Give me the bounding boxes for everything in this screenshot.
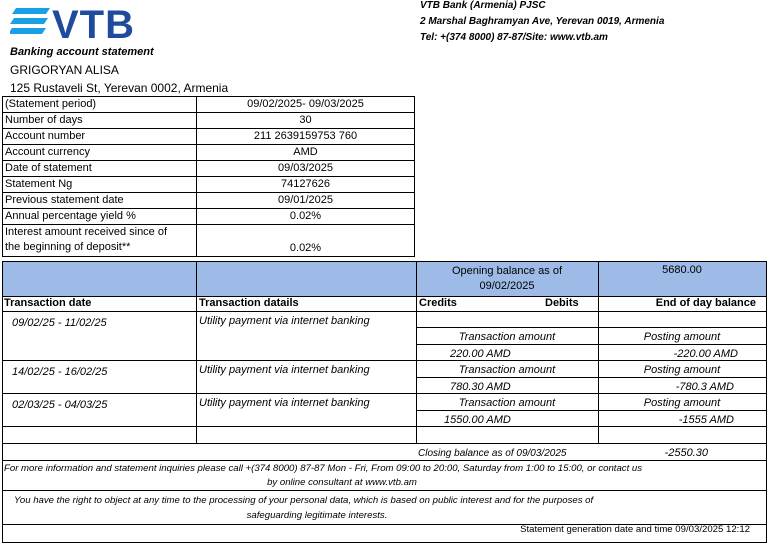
col-header-details: Transaction datails <box>199 297 299 309</box>
txn-amount-label: Transaction amount <box>458 331 556 343</box>
info-label: Account currency <box>3 145 197 161</box>
txn-date: 09/02/25 - 11/02/25 <box>12 317 107 329</box>
col-header-credits: Credits <box>419 297 457 309</box>
txn-posting: -1555 AMD <box>678 414 734 426</box>
info-row <box>3 193 415 209</box>
info-value: 09/03/2025 <box>197 161 415 177</box>
info-row <box>3 113 415 129</box>
txn-posting: -220.00 AMD <box>673 348 738 360</box>
grid-line <box>766 261 767 543</box>
info-label: Date of statement <box>3 161 197 177</box>
txn-details: Utility payment via internet banking <box>199 397 370 409</box>
info-value: AMD <box>197 145 415 161</box>
info-row <box>3 209 415 225</box>
info-label: Account number <box>3 129 197 145</box>
customer-name: GRIGORYAN ALISA <box>10 63 119 77</box>
grid-line <box>196 261 197 444</box>
privacy-notice-line: safeguarding legitimate interests. <box>246 510 388 521</box>
col-header-debits: Debits <box>545 297 579 309</box>
statement-info-table <box>2 96 415 257</box>
txn-posting-label: Posting amount <box>643 331 721 343</box>
opening-balance-label: Opening balance as of <box>451 265 563 277</box>
statement-title: Banking account statement <box>10 46 154 58</box>
info-row <box>3 161 415 177</box>
info-row <box>3 177 415 193</box>
txn-posting-label: Posting amount <box>643 364 721 376</box>
txn-posting: -780.3 AMD <box>675 381 734 393</box>
txn-date: 02/03/25 - 04/03/25 <box>12 399 108 411</box>
info-value: 211 2639159753 760 <box>197 129 415 145</box>
logo-stripes-icon <box>10 8 50 36</box>
customer-address: 125 Rustaveli St, Yerevan 0002, Armenia <box>10 81 229 95</box>
opening-balance-date: 09/02/2025 <box>479 280 535 292</box>
grid-line <box>416 377 766 378</box>
info-label-line: Interest amount received since of <box>5 226 168 238</box>
info-row <box>3 129 415 145</box>
grid-line <box>2 460 766 461</box>
info-label: Annual percentage yield % <box>3 209 197 225</box>
grid-line <box>2 490 766 491</box>
info-value: 09/01/2025 <box>197 193 415 209</box>
txn-posting-label: Posting amount <box>643 397 721 409</box>
bank-name: VTB Bank (Armenia) PJSC <box>420 0 546 11</box>
grid-line <box>2 261 3 543</box>
opening-balance-amount: 5680.00 <box>662 264 702 276</box>
generation-timestamp: Statement generation date and time 09/03/2025 12:12 <box>520 524 750 535</box>
info-value: 09/02/2025- 09/03/2025 <box>197 97 415 113</box>
grid-line <box>416 327 766 328</box>
vtb-logo <box>10 3 140 47</box>
txn-amount: 1550.00 AMD <box>444 414 511 426</box>
grid-line <box>416 344 766 345</box>
info-row <box>3 97 415 113</box>
grid-line <box>2 443 766 444</box>
info-value: 0.02% <box>197 209 415 225</box>
info-value: 74127626 <box>197 177 415 193</box>
col-header-balance: End of day balance <box>655 297 756 309</box>
logo-text: VTB <box>52 3 135 47</box>
info-value: 30 <box>197 113 415 129</box>
txn-amount-label: Transaction amount <box>458 364 556 376</box>
info-label-line: the beginning of deposit** <box>5 241 131 253</box>
info-value: 0.02% <box>197 225 415 257</box>
grid-line <box>2 311 766 312</box>
info-label: (Statement period) <box>3 97 197 113</box>
bank-address: 2 Marshal Baghramyan Ave, Yerevan 0019, Armenia <box>420 16 665 27</box>
info-label: Number of days <box>3 113 197 129</box>
txn-date: 14/02/25 - 16/02/25 <box>12 366 108 378</box>
info-row <box>3 145 415 161</box>
closing-balance-amount: -2550.30 <box>664 447 708 459</box>
bank-contact: Tel: +(374 8000) 87-87/Site: www.vtb.am <box>420 32 608 43</box>
info-label: Previous statement date <box>3 193 197 209</box>
txn-details: Utility payment via internet banking <box>199 364 370 376</box>
info-label <box>3 225 197 257</box>
txn-details: Utility payment via internet banking <box>199 315 370 327</box>
txn-amount: 220.00 AMD <box>450 348 511 360</box>
info-row <box>3 225 415 257</box>
grid-line <box>416 410 766 411</box>
txn-amount: 780.30 AMD <box>450 381 511 393</box>
privacy-notice-line: You have the right to object at any time to the processing of your personal data, which is based on public interest and for the purposes of <box>14 495 594 506</box>
info-label: Statement Ng <box>3 177 197 193</box>
col-header-date: Transaction date <box>4 297 92 309</box>
txn-amount-label: Transaction amount <box>458 397 556 409</box>
closing-balance-label: Closing balance as of 09/03/2025 <box>418 448 567 459</box>
info-footer-line: by online consultant at www.vtb.am <box>267 477 417 488</box>
info-footer-line: For more information and statement inquiries please call +(374 8000) 87-87 Mon - Fri, From 09:00 to 20:00, Saturday from 1:00 to 15:00, or contact us <box>4 463 643 474</box>
